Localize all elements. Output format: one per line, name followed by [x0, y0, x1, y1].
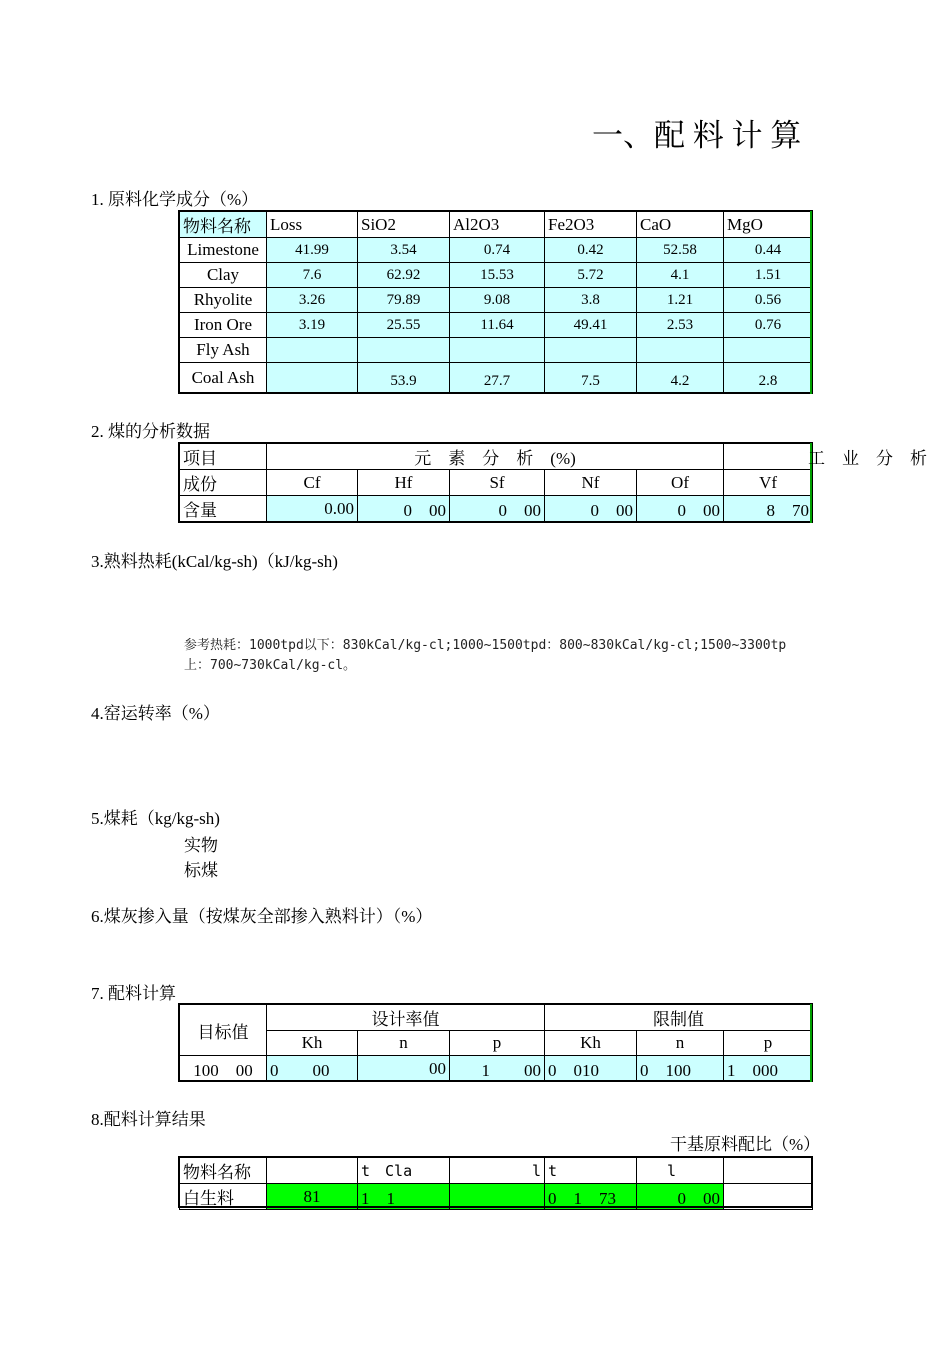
table-header-row	[180, 212, 813, 238]
cell-value[interactable]: 15.53	[450, 263, 545, 288]
cell-value[interactable]: 4.1	[637, 263, 724, 288]
cell-value[interactable]: 62.92	[358, 263, 450, 288]
cell-value[interactable]: 4.2	[637, 363, 724, 394]
col-header: Vf	[724, 470, 813, 496]
coal-analysis-table	[179, 443, 813, 522]
cell-value[interactable]: 8 70	[724, 496, 813, 522]
page-title: 一、配 料 计 算	[592, 118, 802, 153]
industrial-analysis-cell	[724, 444, 813, 470]
cell-value[interactable]: 0.74	[450, 238, 545, 263]
section-5-heading: 5.煤耗（kg/kg-sh)	[91, 809, 220, 828]
cell-value[interactable]: 0.56	[724, 288, 813, 313]
header-fe2o3: Fe2O3	[545, 212, 637, 238]
cell-value[interactable]: 3.19	[267, 313, 358, 338]
cell-value[interactable]	[637, 338, 724, 363]
row-label-component: 成份	[180, 470, 267, 496]
cell-value[interactable]: 25.55	[358, 313, 450, 338]
table-row	[180, 1031, 813, 1056]
cell-value[interactable]: 7.6	[267, 263, 358, 288]
cell-selection-edge	[810, 1004, 812, 1082]
cell-value[interactable]: 1 00	[450, 1056, 545, 1082]
header-al2o3: Al2O3	[450, 212, 545, 238]
col-header: Kh	[545, 1031, 637, 1056]
header-loss: Loss	[267, 212, 358, 238]
material-name: Iron Ore	[180, 313, 267, 338]
header-cao: CaO	[637, 212, 724, 238]
table-row	[180, 363, 813, 394]
section-8-heading: 8.配料计算结果	[91, 1110, 206, 1129]
cell-value[interactable]: 5.72	[545, 263, 637, 288]
row-label-content: 含量	[180, 496, 267, 522]
section-4-heading: 4.窑运转率（%）	[91, 704, 220, 723]
table-row	[180, 444, 813, 470]
cell-value[interactable]: 3.8	[545, 288, 637, 313]
batching-table	[179, 1004, 813, 1082]
cell-selection-edge	[810, 211, 812, 394]
cell-value[interactable]	[724, 338, 813, 363]
cell-value[interactable]	[724, 1184, 813, 1210]
cell-value[interactable]: 0.00	[267, 496, 358, 522]
cell-value[interactable]: 81	[267, 1184, 358, 1210]
cell-value: l	[637, 1158, 724, 1184]
cell-value[interactable]: 0 00	[637, 1184, 724, 1210]
cell-value[interactable]: 0.42	[545, 238, 637, 263]
raw-material-table	[179, 211, 813, 394]
table-row	[180, 496, 813, 522]
industrial-analysis-header: 工 业 分 析	[808, 449, 927, 468]
cell-value[interactable]: 1 000	[724, 1056, 813, 1082]
table-row	[180, 263, 813, 288]
col-header: Hf	[358, 470, 450, 496]
elemental-analysis-header: 元 素 分 析 (%)	[267, 444, 724, 470]
cell-value: l	[450, 1158, 545, 1184]
material-name: Rhyolite	[180, 288, 267, 313]
cell-value: t	[545, 1158, 637, 1184]
table-row	[180, 288, 813, 313]
section-1-heading: 1. 原料化学成分（%）	[91, 190, 259, 209]
table-row	[180, 1158, 813, 1184]
cell-value[interactable]: 0 1 73	[545, 1184, 637, 1210]
cell-value[interactable]	[267, 363, 358, 394]
cell-value[interactable]: 0 010	[545, 1056, 637, 1082]
col-header: Sf	[450, 470, 545, 496]
limit-value-header: 限制值	[545, 1005, 813, 1031]
cell-value[interactable]: 0.76	[724, 313, 813, 338]
table-row	[180, 313, 813, 338]
heat-reference-note-cont: 上：700~730kCal/kg-cl。	[184, 658, 357, 673]
cell-value[interactable]: 2.8	[724, 363, 813, 394]
cell-value[interactable]: 1 1	[358, 1184, 450, 1210]
cell-value[interactable]: 0 00	[358, 496, 450, 522]
col-header: p	[450, 1031, 545, 1056]
col-header: n	[637, 1031, 724, 1056]
cell-value[interactable]: 0 00	[637, 496, 724, 522]
cell-value[interactable]: 79.89	[358, 288, 450, 313]
dry-ratio-caption: 干基原料配比（%）	[670, 1135, 821, 1154]
section-7-heading: 7. 配料计算	[91, 984, 176, 1003]
header-name: 物料名称	[180, 212, 267, 238]
cell-value[interactable]	[545, 338, 637, 363]
cell-value[interactable]: 0 100	[637, 1056, 724, 1082]
cell-value[interactable]: 0.44	[724, 238, 813, 263]
cell-value	[267, 1158, 358, 1184]
cell-value[interactable]: 9.08	[450, 288, 545, 313]
cell-value[interactable]: 0 00	[267, 1056, 358, 1082]
col-header: Nf	[545, 470, 637, 496]
row-label-item: 项目	[180, 444, 267, 470]
cell-value[interactable]: 3.54	[358, 238, 450, 263]
cell-value[interactable]: 49.41	[545, 313, 637, 338]
row-label-material: 物料名称	[180, 1158, 267, 1184]
col-header: Cf	[267, 470, 358, 496]
table-row	[180, 470, 813, 496]
cell-value[interactable]: 2.53	[637, 313, 724, 338]
table-row	[180, 1005, 813, 1031]
header-mgo: MgO	[724, 212, 813, 238]
cell-value[interactable]	[358, 338, 450, 363]
table-row	[180, 338, 813, 363]
col-header: n	[358, 1031, 450, 1056]
cell-value[interactable]	[450, 1184, 545, 1210]
section-6-heading: 6.煤灰掺入量（按煤灰全部掺入熟料计）（%）	[91, 907, 433, 926]
heat-reference-note: 参考热耗：1000tpd以下：830kCal/kg-cl;1000~1500tpd：800~830kCal/kg-cl;1500~3300tp	[184, 638, 787, 653]
cell-value[interactable]: 1.51	[724, 263, 813, 288]
cell-value[interactable]: 27.7	[450, 363, 545, 394]
col-header: Of	[637, 470, 724, 496]
table-row	[180, 1056, 813, 1082]
cell-value[interactable]: 41.99	[267, 238, 358, 263]
cell-value[interactable]: 11.64	[450, 313, 545, 338]
col-header: Kh	[267, 1031, 358, 1056]
cell-value[interactable]: 53.9	[358, 363, 450, 394]
cell-value[interactable]: 0 00	[450, 496, 545, 522]
cell-value[interactable]: 3.26	[267, 288, 358, 313]
material-name: Limestone	[180, 238, 267, 263]
table-row	[180, 1184, 813, 1210]
cell-value[interactable]: 52.58	[637, 238, 724, 263]
cell-value[interactable]: 1.21	[637, 288, 724, 313]
material-name: Fly Ash	[180, 338, 267, 363]
cell-value[interactable]: 0 00	[545, 496, 637, 522]
material-name: Clay	[180, 263, 267, 288]
cell-value[interactable]: 7.5	[545, 363, 637, 394]
section-2-heading: 2. 煤的分析数据	[91, 422, 210, 441]
section-3-heading: 3.熟料热耗(kCal/kg-sh)（kJ/kg-sh)	[91, 552, 338, 571]
cell-value[interactable]: 00	[358, 1056, 450, 1082]
header-sio2: SiO2	[358, 212, 450, 238]
col-header: p	[724, 1031, 813, 1056]
cell-value[interactable]	[450, 338, 545, 363]
result-table	[179, 1157, 813, 1210]
cell-value[interactable]	[267, 338, 358, 363]
coal-standard-label: 标煤	[184, 861, 218, 880]
target-label: 目标值	[180, 1005, 267, 1056]
cell-value: t Cla	[358, 1158, 450, 1184]
target-value[interactable]: 100 00	[180, 1056, 267, 1082]
row-label-raw-meal: 白生料	[180, 1184, 267, 1210]
design-ratio-header: 设计率值	[267, 1005, 545, 1031]
material-name: Coal Ash	[180, 363, 267, 394]
coal-actual-label: 实物	[184, 836, 218, 855]
table-row	[180, 238, 813, 263]
cell-value	[724, 1158, 813, 1184]
